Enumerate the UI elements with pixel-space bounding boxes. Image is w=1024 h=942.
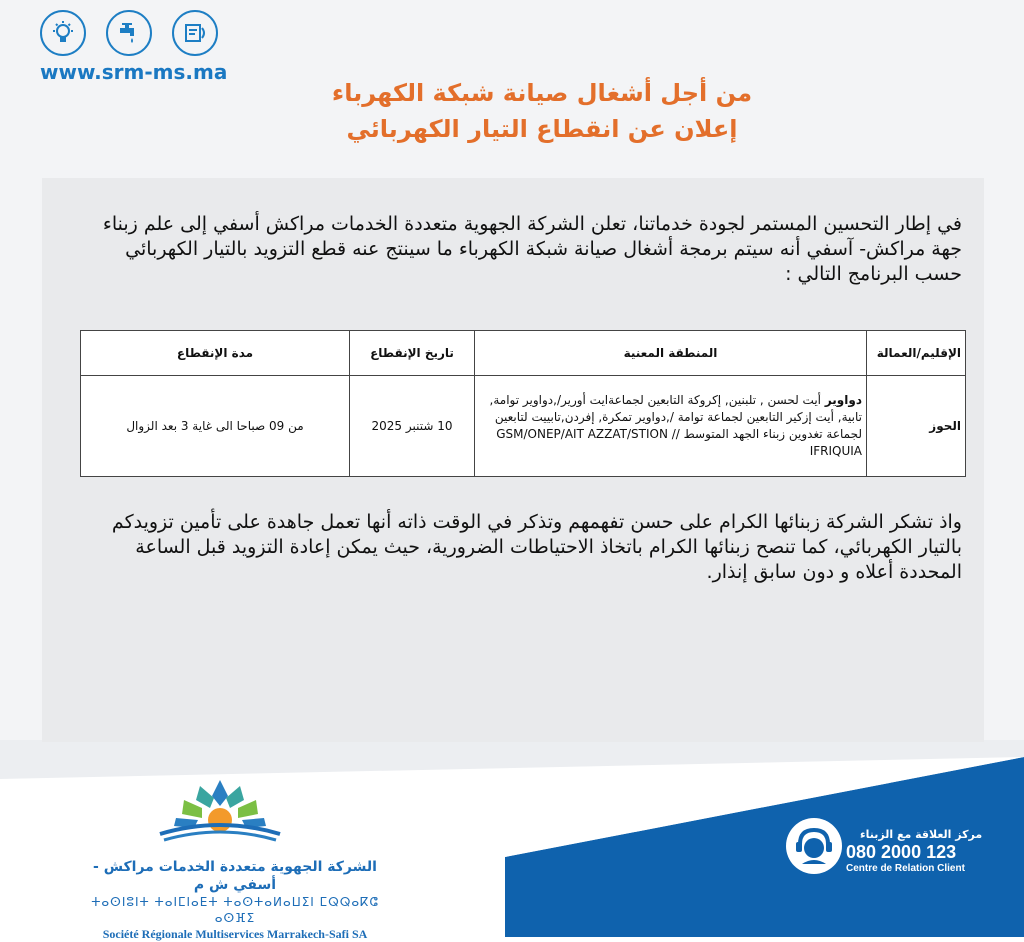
header-date: تاريخ الإنقطاع bbox=[350, 331, 475, 376]
cell-area bbox=[475, 376, 867, 477]
cell-duration: من 09 صباحا الى غاية 3 بعد الزوال bbox=[81, 376, 350, 477]
cell-province: الحوز bbox=[867, 376, 966, 477]
outage-table bbox=[80, 330, 966, 477]
announcement-titles bbox=[0, 75, 1024, 147]
company-name-block bbox=[80, 858, 390, 942]
website-url[interactable]: www.srm-ms.ma bbox=[40, 60, 228, 84]
area-latin-text: GSM/ONEP/AIT AZZAT/STION IFRIQUIA bbox=[496, 427, 862, 458]
company-name-ar: الشركة الجهوية متعددة الخدمات مراكش - أسفي ش م bbox=[93, 859, 377, 893]
header-icons bbox=[40, 10, 218, 56]
customer-service-icon bbox=[786, 818, 842, 874]
header-duration: مدة الإنقطاع bbox=[81, 331, 350, 376]
call-center-number[interactable]: 080 2000 123 bbox=[846, 842, 957, 862]
call-center-block bbox=[846, 828, 1006, 874]
area-text: أيت لحسن , تلبنين, إكروكة التابعين لجماعةايت أورير/,دواوير توامة, تابية, أيت إزكير التابعين لجماعة توامة /,دواوير تمكرة, إفردن,تابييت لتابعين لجماعة تغدوين زبناء الجهد المتوسط // bbox=[489, 393, 862, 441]
call-center-label-fr: Centre de Relation Client bbox=[846, 863, 965, 874]
title-line-1: من أجل أشغال صيانة شبكة الكهرباء bbox=[331, 79, 753, 107]
closing-paragraph: واذ تشكر الشركة زبنائها الكرام على حسن تفهمهم وتذكر في الوقت ذاته أنها تعمل جاهدة على تأمين تزويدكم بالتيار الكهربائي، كما تنصح زبنائها الكرام باتخاذ الاحتياطات الضرورية، حيث يمكن إعادة التزويد قبل الساعة المحددة أعلاه و دون سابق إنذار. bbox=[111, 511, 962, 583]
company-name-fr: Société Régionale Multiservices Marrakech-Safi SA bbox=[102, 927, 368, 941]
intro-paragraph: في إطار التحسين المستمر لجودة خدماتنا، تعلن الشركة الجهوية متعددة الخدمات مراكش أسفي إلى علم زبناء جهة مراكش- آسفي أنه سيتم برمجة أشغال صيانة شبكة الكهرباء ما سينتج عنه قطع التزويد بالتيار الكهربائي حسب البرنامج التالي : bbox=[102, 213, 962, 285]
call-center-label-ar: مركز العلاقة مع الزبناء bbox=[860, 828, 983, 841]
table-row bbox=[81, 376, 966, 477]
area-bold-label: دواوير bbox=[824, 393, 862, 407]
srm-logo-icon bbox=[150, 778, 290, 848]
cell-date: 10 شتنبر 2025 bbox=[350, 376, 475, 477]
title-line-2: إعلان عن انقطاع التيار الكهربائي bbox=[346, 115, 738, 143]
header-area: المنطقة المعنية bbox=[475, 331, 867, 376]
network-icon bbox=[172, 10, 218, 56]
table-header-row bbox=[81, 331, 966, 376]
water-tap-icon bbox=[106, 10, 152, 56]
header-province: الإقليم/العمالة bbox=[867, 331, 966, 376]
company-name-tifinagh: ⵜⴰⵙⵏⵓⵏⵜ ⵜⴰⵏⵎⵏⴰⴹⵜ ⵜⴰⵙⵜⴰⵍⴰⵡⵉⵏ ⵎⵕⵕⴰⴽⵛ ⴰⵙⴼⵉ bbox=[91, 895, 379, 925]
lightbulb-icon bbox=[40, 10, 86, 56]
